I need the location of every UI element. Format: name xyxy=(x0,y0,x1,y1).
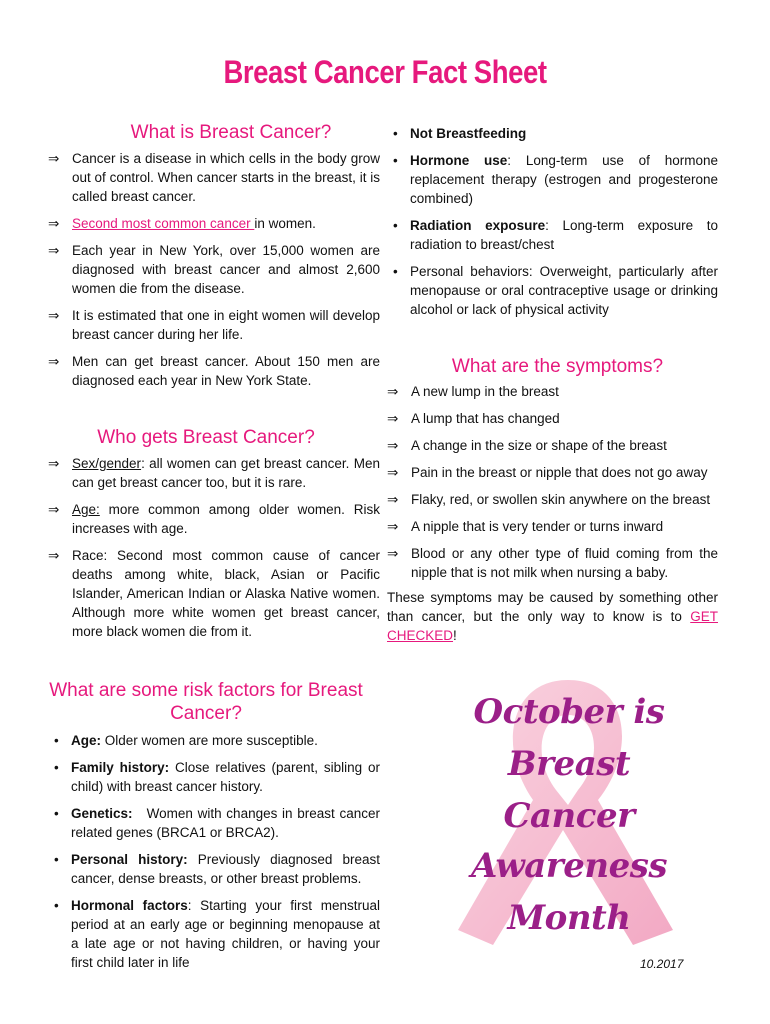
list-item: ⇒ Cancer is a disease in which cells in the body grow out of control. When cancer starts in the breast, it is called breast cancer. xyxy=(48,151,380,204)
date-stamp: 10.2017 xyxy=(640,957,684,971)
list-item: • Radiation exposure: Long-term exposure to radiation to breast/chest xyxy=(393,218,718,252)
list-item: ⇒ Each year in New York, over 15,000 women are diagnosed with breast cancer and almost 2,600 women die from the disease. xyxy=(48,243,380,296)
arrow-icon: ⇒ xyxy=(48,456,60,471)
list-item: • Genetics: Women with changes in breast cancer related genes (BRCA1 or BRCA2). xyxy=(54,806,384,840)
symptoms-list xyxy=(387,382,718,582)
bullet-icon: • xyxy=(54,806,59,821)
list-item: ⇒ Blood or any other type of fluid coming from the nipple that is not milk when nursing a baby. xyxy=(387,546,718,580)
who-gets-heading: Who gets Breast Cancer? xyxy=(97,427,315,448)
list-item: • Age: Older women are more susceptible. xyxy=(54,733,318,748)
list-item: ⇒ Race: Second most common cause of cancer deaths among white, black, Asian or Pacific Islander, American Indian or Alaska Native women. Although more white women get breast cancer, more black women die from it. xyxy=(48,548,380,639)
what-is-heading: What is Breast Cancer? xyxy=(130,122,332,143)
what-is-list xyxy=(48,149,380,390)
awareness-line: Month xyxy=(507,898,631,938)
list-item: ⇒ Second most common cancer in women. xyxy=(48,216,316,231)
arrow-icon: ⇒ xyxy=(48,151,60,166)
bullet-icon: • xyxy=(393,218,398,233)
page-title: Breast Cancer Fact Sheet xyxy=(223,54,547,90)
list-item: ⇒ Men can get breast cancer. About 150 men are diagnosed each year in New York State. xyxy=(48,354,380,388)
risk-factors-list-left xyxy=(48,731,384,972)
arrow-icon: ⇒ xyxy=(48,308,60,323)
bullet-icon: • xyxy=(393,153,398,168)
bullet-icon: • xyxy=(393,264,398,279)
bullet-icon: • xyxy=(54,898,59,913)
list-item: • Personal behaviors: Overweight, particularly after menopause or oral contraceptive usage or drinking alcohol or lack of physical activity xyxy=(393,264,718,317)
bullet-icon: • xyxy=(393,126,398,141)
awareness-line: Cancer xyxy=(503,796,635,836)
risk-factors-list-right xyxy=(387,124,718,319)
awareness-line: Awareness xyxy=(471,846,667,886)
list-item: ⇒ A lump that has changed xyxy=(387,411,560,426)
list-item: • Hormonal factors: Starting your first menstrual period at an early age or beginning menopause at a late age or not having children, or having your first child later in life xyxy=(54,898,380,970)
list-item: ⇒ Age: more common among older women. Risk increases with age. xyxy=(48,502,380,536)
arrow-icon: ⇒ xyxy=(387,411,399,426)
arrow-icon: ⇒ xyxy=(48,354,60,369)
awareness-line: Breast xyxy=(507,744,631,784)
list-item: • Hormone use: Long-term use of hormone replacement therapy (estrogen and progesterone combined) xyxy=(393,153,718,206)
who-gets-list xyxy=(48,454,380,641)
right-column xyxy=(387,121,718,645)
list-item: ⇒ A change in the size or shape of the breast xyxy=(387,438,667,453)
list-item: • Family history: Close relatives (parent, sibling or child) with breast cancer history. xyxy=(54,760,380,794)
awareness-graphic xyxy=(438,660,700,950)
symptoms-note: These symptoms may be caused by something other than cancer, but the only way to know is to GET CHECKED! xyxy=(387,590,718,643)
arrow-icon: ⇒ xyxy=(387,546,399,561)
list-item: ⇒ A nipple that is very tender or turns inward xyxy=(387,519,664,534)
list-item: ⇒ Sex/gender: all women can get breast cancer. Men can get breast cancer too, but it is rare. xyxy=(48,456,380,490)
arrow-icon: ⇒ xyxy=(387,465,399,480)
symptoms-heading: What are the symptoms? xyxy=(451,356,664,377)
left-column xyxy=(48,121,384,972)
awareness-line: October is xyxy=(473,692,665,732)
list-item: • Personal history: Previously diagnosed breast cancer, dense breasts, or other breast problems. xyxy=(54,852,380,886)
list-item: • Not Breastfeeding xyxy=(393,126,527,141)
arrow-icon: ⇒ xyxy=(387,492,399,507)
arrow-icon: ⇒ xyxy=(387,438,399,453)
bullet-icon: • xyxy=(54,852,59,867)
arrow-icon: ⇒ xyxy=(48,548,60,563)
list-item: ⇒ Flaky, red, or swollen skin anywhere on the breast xyxy=(387,492,711,507)
bullet-icon: • xyxy=(54,733,59,748)
arrow-icon: ⇒ xyxy=(387,519,399,534)
arrow-icon: ⇒ xyxy=(387,384,399,399)
bullet-icon: • xyxy=(54,760,59,775)
list-item: ⇒ Pain in the breast or nipple that does not go away xyxy=(387,465,708,480)
second-most-common-link[interactable]: Second most common cancer xyxy=(72,216,255,231)
arrow-icon: ⇒ xyxy=(48,216,60,231)
arrow-icon: ⇒ xyxy=(48,243,60,258)
arrow-icon: ⇒ xyxy=(48,502,60,517)
risk-factors-heading: What are some risk factors for Breast Cancer? xyxy=(49,680,363,724)
list-item: ⇒ It is estimated that one in eight women will develop breast cancer during her life. xyxy=(48,308,380,342)
list-item: ⇒ A new lump in the breast xyxy=(387,384,559,399)
get-checked-link[interactable]: GET CHECKED xyxy=(387,609,718,643)
